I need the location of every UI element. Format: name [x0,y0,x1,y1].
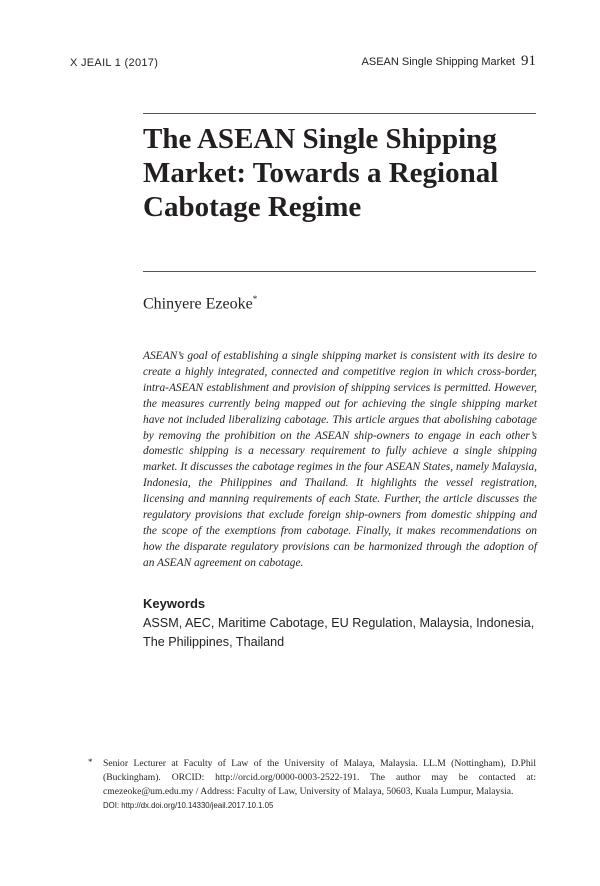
keywords-heading: Keywords [143,596,206,611]
title-top-rule [143,113,536,114]
title-bottom-rule [143,271,536,272]
running-title: ASEAN Single Shipping Market [361,56,515,68]
keywords-list: ASSM, AEC, Maritime Cabotage, EU Regulation, Malaysia, Indonesia, The Philippines, Thailand [143,616,535,649]
author-name: Chinyere Ezeoke [143,295,253,313]
abstract: ASEAN’s goal of establishing a single shipping market is consistent with its desire to create a highly integrated, connected and competitive region in which cross-border, intra-ASEAN establishment and provision of shipping services is permitted. However, the measures currently being mapped out for achieving the single shipping market have not included liberalizing cabotage. This article argues that abolishing cabotage by removing the prohibition on the ASEAN ship-owners to engage in each other’s domestic shipping is a necessary requirement to fully achieve a single shipping market. It discusses the cabotage regimes in the four ASEAN States, namely Malaysia, Indonesia, the Philippines and Thailand. It highlights the vessel registration, licensing and manning requirements of each State. Further, the article discusses the regulatory provisions that exclude foreign ship-owners from domestic shipping and the scope of the exemptions from cabotage. Finally, it makes recommendations on how the disparate regulatory provisions can be harmonized through the adoption of an ASEAN agreement on cabotage. [143,350,537,569]
author-footnote: Senior Lecturer at Faculty of Law of the University of Malaya, Malaysia. LL.M (Nottingham), D.Phil (Buckingham). ORCID: http://orcid.org/0000-0003-2522-191. The author may be contacted at: cmezeoke@um.edu.my / Address: Faculty of Law, University of Malaya, 50603, Kuala Lumpur, Malaysia. [103,758,536,797]
author-line [143,294,257,313]
article-title: The ASEAN Single Shipping Market: Towards a Regional Cabotage Regime [143,123,499,223]
author-footnote-mark[interactable]: * [252,294,258,304]
running-header [362,53,536,70]
footnote-mark: * [88,757,93,767]
doi-link[interactable]: DOI: http://dx.doi.org/10.14330/jeail.2017.10.1.05 [103,801,274,810]
journal-citation: X JEAIL 1 (2017) [70,57,159,69]
page-number: 91 [521,53,536,69]
